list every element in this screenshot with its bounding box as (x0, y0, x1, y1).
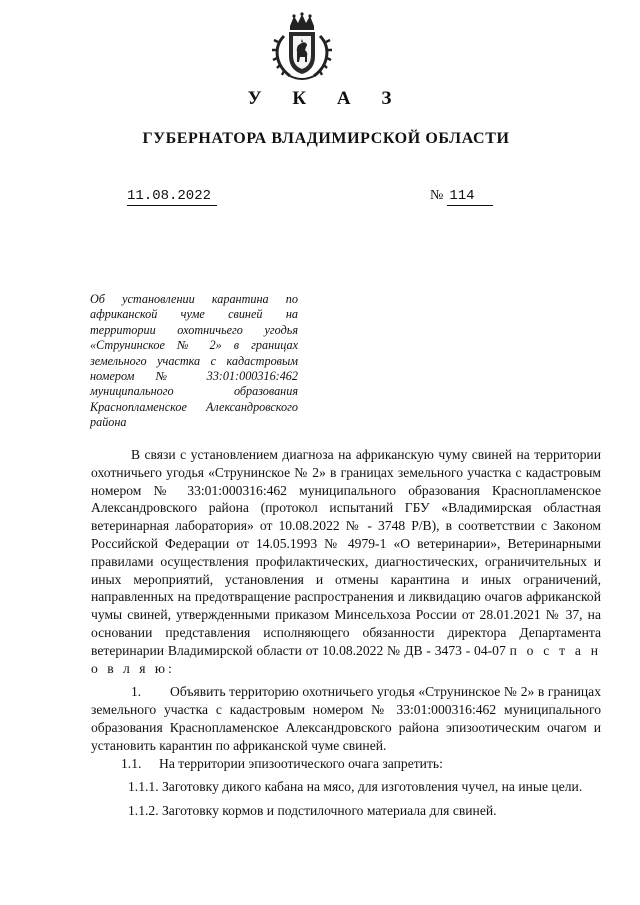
decree-date: 11.08.2022 (127, 188, 217, 206)
resolve-word: п о с т а н о в л я ю: (91, 642, 601, 676)
decree-number: 114 (447, 188, 492, 206)
item-1-text: Объявить территорию охотничьего угодья «Струнинское № 2» в границах земельного участка с кадастровым номером № 33:01:000316:462 муниципального образования Краснопламенское Александровского района эпизоотическим очагом и установить карантин по африканской чуме свиней. (91, 684, 601, 753)
item-1-1-text: На территории эпизоотического очага запретить: (159, 755, 443, 771)
number-label: № (430, 188, 444, 203)
decree-subject: Об установлении карантина по африканской чуме свиней на территории охотничьего угодья «Струнинское № 2» в границах земельного участка с кадастровым номером № 33:01:000316:462 муниципального образования Краснопламенское Александровского района (90, 292, 298, 430)
document-title: У К А З (247, 88, 405, 109)
decree-number-block (430, 188, 493, 204)
item-1-1-2: 1.1.2. Заготовку кормов и подстилочного материала для свиней. (128, 803, 497, 819)
document-subtitle: ГУБЕРНАТОРА ВЛАДИМИРСКОЙ ОБЛАСТИ (142, 130, 510, 147)
item-1 (91, 683, 601, 754)
item-1-1 (91, 755, 601, 773)
preamble-text: В связи с установлением диагноза на африканскую чуму свиней на территории охотничьего угодья «Струнинское № 2» в границах земельного участка с кадастровым номером № 33:01:000316:462 муниципального образования Краснопламенское Александровского района (протокол испытаний ГБУ «Владимирская областная ветеринарная лаборатория» от 10.08.2022 № - 3748 Р/В), в соответствии с Законом Российской Федерации от 14.05.1993 № 4979-1 «О ветеринарии», Ветеринарными правилами осуществления профилактических, диагностических, ограничительных и иных мероприятий, установления и отмены карантина и иных ограничений, направленных на предотвращение распространения и ликвидацию очагов африканской чумы свиней, утвержденными приказом Минсельхоза России от 28.01.2021 № 37, на основании представления исполняющего обязанности директора Департамента ветеринарии Владимирской области от 10.08.2022 № ДВ - 3473 - 04-07 (91, 447, 601, 658)
item-1-1-number: 1.1. (121, 755, 142, 771)
decree-body (91, 446, 601, 820)
preamble-paragraph (91, 446, 601, 677)
coat-of-arms-emblem (270, 12, 334, 82)
item-1-1-1: 1.1.1. Заготовку дикого кабана на мясо, для изготовления чучел, на иные цели. (128, 779, 583, 795)
item-1-number: 1. (131, 684, 142, 700)
